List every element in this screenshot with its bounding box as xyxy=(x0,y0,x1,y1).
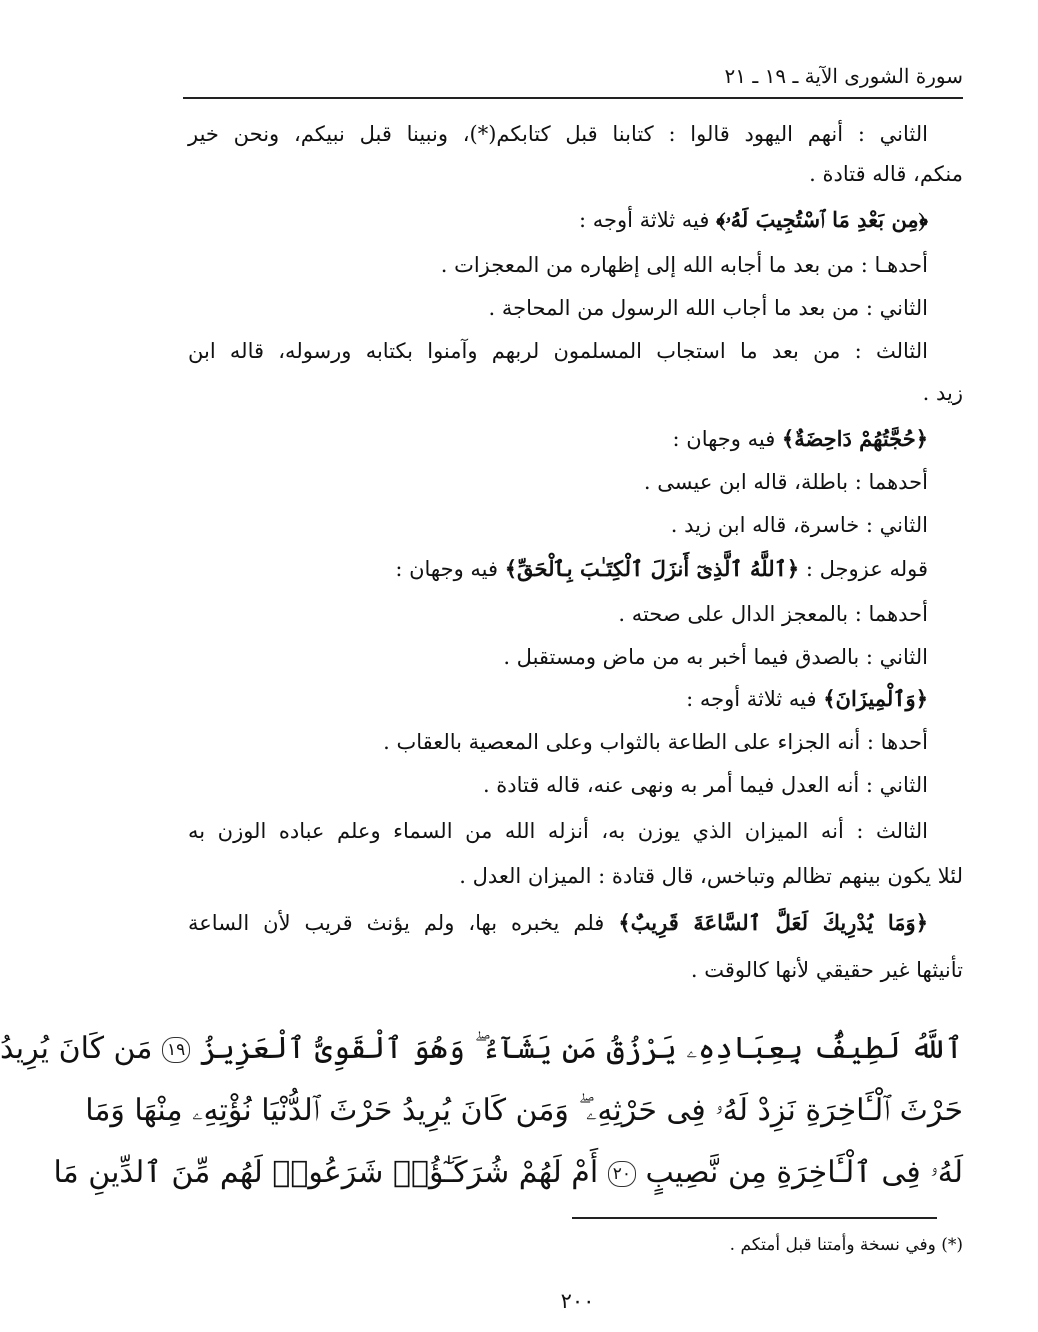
text-line-13: الثاني : بالصدق فيما أخبر به من ماض ومستقبل . xyxy=(503,645,928,669)
quran-quote: ﴿مِن بَعْدِ مَا ٱسْتُجِيبَ لَهُۥ﴾ xyxy=(716,207,928,232)
text-line-3 xyxy=(188,200,928,240)
verse-number-marker: ١٩ xyxy=(162,1037,190,1063)
text-line-16: الثاني : أنه العدل فيما أمر به ونهى عنه، قاله قتادة . xyxy=(482,773,928,797)
quran-quote: ﴿وَمَا يُدْرِيكَ لَعَلَّ ٱلسَّاعَةَ قَرِيبٌ﴾ xyxy=(618,910,928,935)
verse-text: لَهُۥ فِى ٱلْـَٔاخِرَةِ مِن نَّصِيبٍ xyxy=(645,1155,963,1190)
commentary-text: فيه وجهان : xyxy=(395,557,505,581)
footnote: (*) وفي نسخة وأمتنا قبل أمتكم . xyxy=(729,1235,963,1255)
text-line-18: لئلا يكون بينهم تظالم وتباخس، قال قتادة : الميزان العدل . xyxy=(459,864,963,888)
quran-verse-line-3 xyxy=(53,1142,963,1204)
quran-quote: ﴿ٱللَّهُ ٱلَّذِىٓ أَنزَلَ ٱلْكِتَـٰبَ بِٱلْحَقِّ﴾ xyxy=(504,556,800,581)
text-line-1: الثاني : أنهم اليهود قالوا : كتابنا قبل كتابكم(*)، ونبينا قبل نبيكم، ونحن خير xyxy=(188,122,928,146)
verse-text: أَمْ لَهُمْ شُرَكَـٰٓؤُا۟ شَرَعُوا۟ لَهُم مِّنَ ٱلدِّينِ مَا xyxy=(53,1155,599,1190)
text-line-14 xyxy=(188,679,928,719)
quran-quote: ﴿حُجَّتُهُمْ دَاحِضَةٌ﴾ xyxy=(781,426,928,451)
text-line-19 xyxy=(188,903,928,943)
commentary-text: فيه وجهان : xyxy=(672,427,782,451)
commentary-text: قوله عزوجل : xyxy=(799,557,928,581)
text-line-12: أحدهما : بالمعجز الدال على صحته . xyxy=(618,602,928,626)
text-line-5: الثاني : من بعد ما أجاب الله الرسول من المحاجة . xyxy=(488,296,928,320)
quran-verse-line-2: حَرْثَ ٱلْـَٔاخِرَةِ نَزِدْ لَهُۥ فِى حَرْثِهِۦ ۖ وَمَن كَانَ يُرِيدُ حَرْثَ ٱلدُّنْيَا نُؤْتِهِۦ مِنْهَا وَمَا xyxy=(85,1093,963,1128)
text-line-17: الثالث : أنه الميزان الذي يوزن به، أنزله الله من السماء وعلم عباده الوزن به xyxy=(188,819,928,843)
text-line-4: أحدهـا : من بعد ما أجابه الله إلى إظهاره من المعجزات . xyxy=(440,253,928,277)
text-line-11 xyxy=(188,549,928,589)
footnote-rule xyxy=(572,1217,937,1219)
header-rule xyxy=(183,97,963,99)
commentary-text: فيه ثلاثة أوجه : xyxy=(578,208,717,232)
page-number: ٢٠٠ xyxy=(560,1289,595,1313)
text-line-10: الثاني : خاسرة، قاله ابن زيد . xyxy=(670,513,928,537)
verse-text: مَن كَانَ يُرِيدُ xyxy=(0,1031,153,1066)
text-line-2: منكم، قاله قتادة . xyxy=(809,162,963,186)
text-line-15: أحدها : أنه الجزاء على الطاعة بالثواب وعلى المعصية بالعقاب . xyxy=(383,730,928,754)
commentary-text: فلم يخبره بها، ولم يؤنث قريب لأن الساعة xyxy=(188,911,619,935)
text-line-7: زيد . xyxy=(922,381,963,405)
text-line-20: تأنيثها غير حقيقي لأنها كالوقت . xyxy=(690,958,963,982)
quran-quote: ﴿وَٱلْمِيزَانَ﴾ xyxy=(823,686,928,711)
quran-verse-line-1 xyxy=(0,1018,963,1080)
running-title: سورة الشورى الآية ـ ١٩ ـ ٢١ xyxy=(724,64,963,88)
text-line-8 xyxy=(188,419,928,459)
text-line-9: أحدهما : باطلة، قاله ابن عيسى . xyxy=(643,470,928,494)
commentary-text: فيه ثلاثة أوجه : xyxy=(686,687,824,711)
verse-number-marker: ٢٠ xyxy=(608,1161,636,1187)
verse-text: ٱللَّهُ لَطِيفٌۢ بِعِبَادِهِۦ يَرْزُقُ مَن يَشَآءُ ۖ وَهُوَ ٱلْقَوِىُّ ٱلْعَزِيزُ xyxy=(199,1031,963,1066)
text-line-6: الثالث : من بعد ما استجاب المسلمون لربهم وآمنوا بكتابه ورسوله، قاله ابن xyxy=(188,339,928,363)
